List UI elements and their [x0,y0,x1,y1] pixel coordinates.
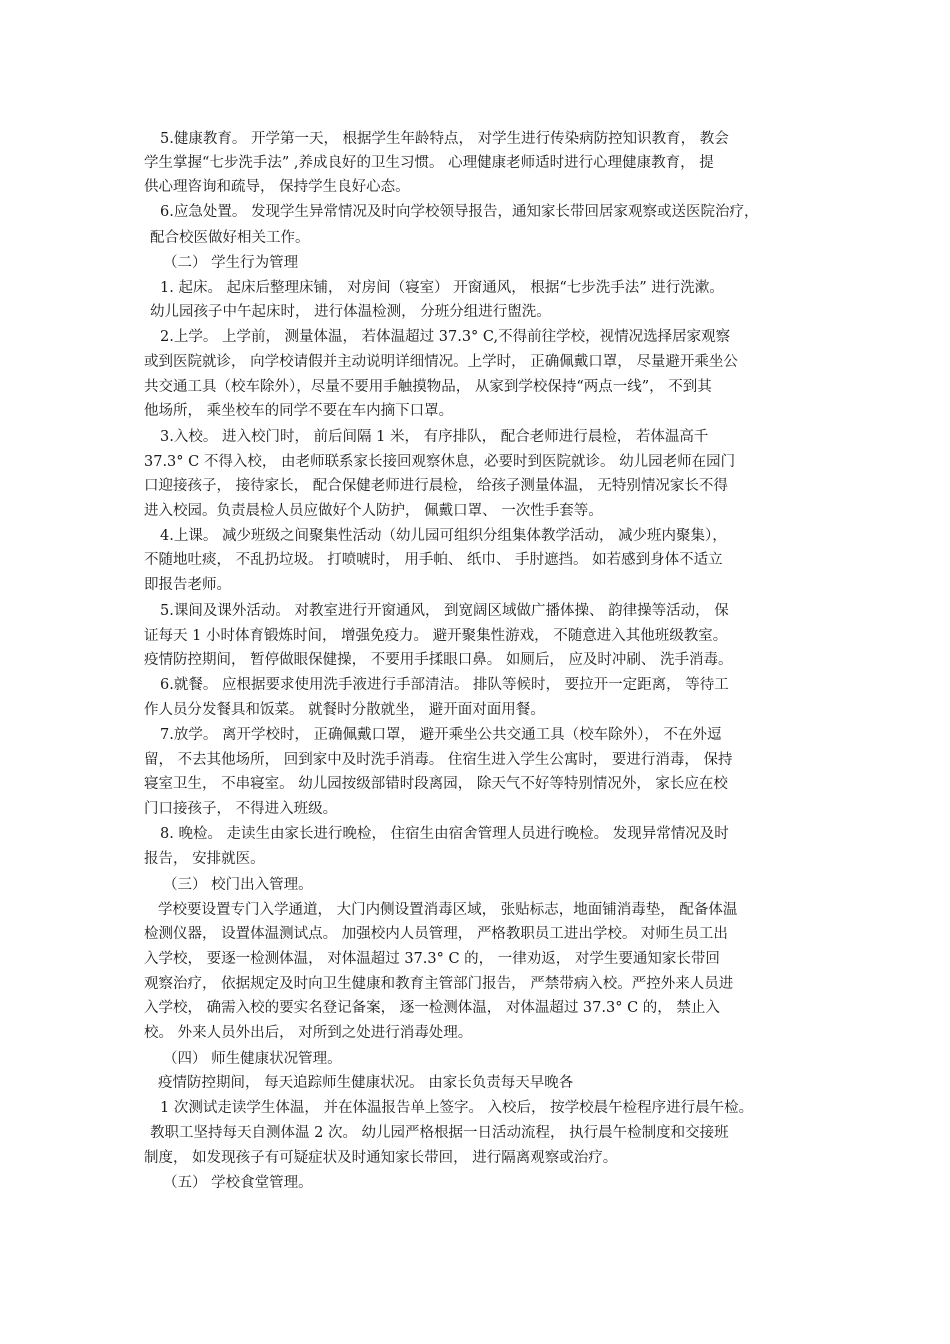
text-line: 6.应急处置。 发现学生异常情况及时向学校领导报告，通知家长带回居家观察或送医院治疗， [160,204,759,220]
text-line: 2.上学。 上学前， 测量体温， 若体温超过 37.3° C,不得前往学校，视情况选择居家观察 [160,329,731,345]
text-line: 报告， 安排就医。 [144,851,265,867]
text-line: 制度， 如发现孩子有可疑症状及时通知家长带回， 进行隔离观察或治疗。 [144,1150,618,1166]
text-line: 检测仪器， 设置体温测试点。 加强校内人员管理， 严格教职员工进出学校。 对师生员工出 [144,926,728,942]
text-line: 教职工坚持每天自测体温 2 次。 幼儿园严格根据一日活动流程， 执行晨午检制度和交接班 [150,1125,729,1141]
text-line: 共交通工具（校车除外），尽量不要用手触摸物品， 从家到学校保持“两点一线”， 不到其 [144,379,712,395]
text-line: 7.放学。 离开学校时， 正确佩戴口罩， 避开乘坐公共交通工具（校车除外）， 不在外逗 [160,727,722,743]
text-line: 学校要设置专门入学通道， 大门内侧设置消毒区域， 张贴标志，地面铺消毒垫， 配备体温 [158,902,738,918]
text-line: 校。 外来人员外出后， 对所到之处进行消毒处理。 [144,1025,473,1041]
text-line: 1. 起床。 起床后整理床铺， 对房间（寝室） 开窗通风， 根据“七步洗手法” 进行洗漱。 [160,280,724,296]
text-line: 幼儿园孩子中午起床时， 进行体温检测， 分班分组进行盥洗。 [150,304,551,320]
text-line: 8. 晚检。 走读生由家长进行晚检， 住宿生由宿舍管理人员进行晚检。 发现异常情况及时 [160,826,729,842]
text-line: 疫情防控期间， 每天追踪师生健康状况。 由家长负责每天早晚各 [158,1075,574,1091]
text-line: 门口接孩子， 不得进入班级。 [144,801,338,817]
text-line: 口迎接孩子， 接待家长， 配合保健老师进行晨检， 给孩子测量体温， 无特别情况家长不得 [144,478,728,494]
section-heading: （五） 学校食堂管理。 [163,1175,313,1191]
text-line: 1 次测试走读学生体温， 并在体温报告单上签字。 入校后， 按学校晨午检程序进行晨午检。 [160,1100,754,1116]
text-line: 学生掌握“七步洗手法” ,养成良好的卫生习惯。 心理健康老师适时进行心理健康教育， 提 [144,155,714,171]
text-line: 证每天 1 小时体育锻炼时间， 增强免疫力。 避开聚集性游戏， 不随意进入其他班级教室。 [144,628,728,644]
text-line: 5.健康教育。 开学第一天， 根据学生年龄特点， 对学生进行传染病防控知识教育， 教会 [160,131,729,147]
text-line: 进入校园。负责晨检人员应做好个人防护， 佩戴口罩、 一次性手套等。 [144,503,603,519]
section-heading: （三） 校门出入管理。 [163,877,313,893]
text-line: 观察治疗， 依据规定及时向卫生健康和教育主管部门报告， 严禁带病入校。严控外来人员进 [144,976,734,992]
text-line: 6.就餐。 应根据要求使用洗手液进行手部清洁。 排队等候时， 要拉开一定距离， 等待工 [160,677,729,693]
text-line: 疫情防控期间， 暂停做眼保健操， 不要用手揉眼口鼻。 如厕后， 应及时冲刷、 洗手消毒。 [144,652,733,668]
section-heading: （二） 学生行为管理 [163,255,299,271]
text-line: 入学校， 要逐一检测体温， 对体温超过 37.3° C 的， 一律劝返， 对学生要通知家长带回 [144,951,720,967]
text-line: 即报告老师。 [144,577,231,593]
text-line: 3.入校。 进入校门时， 前后间隔 1 米， 有序排队， 配合老师进行晨检， 若体温高千 [160,429,709,445]
text-line: 不随地吐痰， 不乱扔垃圾。 打喷唬时， 用手帕、 纸巾、 手肘遮挡。 如若感到身体不适立 [144,552,723,568]
text-line: 作人员分发餐具和饭菜。 就餐时分散就坐， 避开面对面用餐。 [144,702,545,718]
text-line: 供心理咨询和疏导， 保持学生良好心态。 [144,179,410,195]
text-line: 4.上课。 减少班级之间聚集性活动（幼儿园可组织分组集体教学活动， 减少班内聚集）， [160,528,727,544]
text-line: 配合校医做好相关工作。 [150,230,310,246]
text-line: 留， 不去其他场所， 回到家中及时洗手消毒。 住宿生进入学生公寓时， 要进行消毒， 保持 [144,752,733,768]
text-line: 5.课间及课外活动。 对教室进行开窗通风， 到宽阔区域做广播体操、 韵律操等活动， 保 [160,603,729,619]
text-line: 入学校， 确需入校的要实名登记备案， 逐一检测体温， 对体温超过 37.3° C 的， 禁止入 [144,1000,720,1016]
text-line: 寝室卫生， 不串寝室。 幼儿园按级部错时段离园， 除天气不好等特别情况外， 家长应在校 [144,776,728,792]
text-line: 他场所， 乘坐校车的同学不要在车内摘下口罩。 [144,403,454,419]
text-line: 37.3° C 不得入校， 由老师联系家长接回观察休息，必要时到医院就诊。 幼儿园老师在园门 [144,454,736,470]
text-line: 或到医院就诊， 向学校请假并主动说明详细情况。上学时， 正确佩戴口罩， 尽量避开乘坐公 [144,354,738,370]
section-heading: （四） 师生健康状况管理。 [163,1051,342,1067]
